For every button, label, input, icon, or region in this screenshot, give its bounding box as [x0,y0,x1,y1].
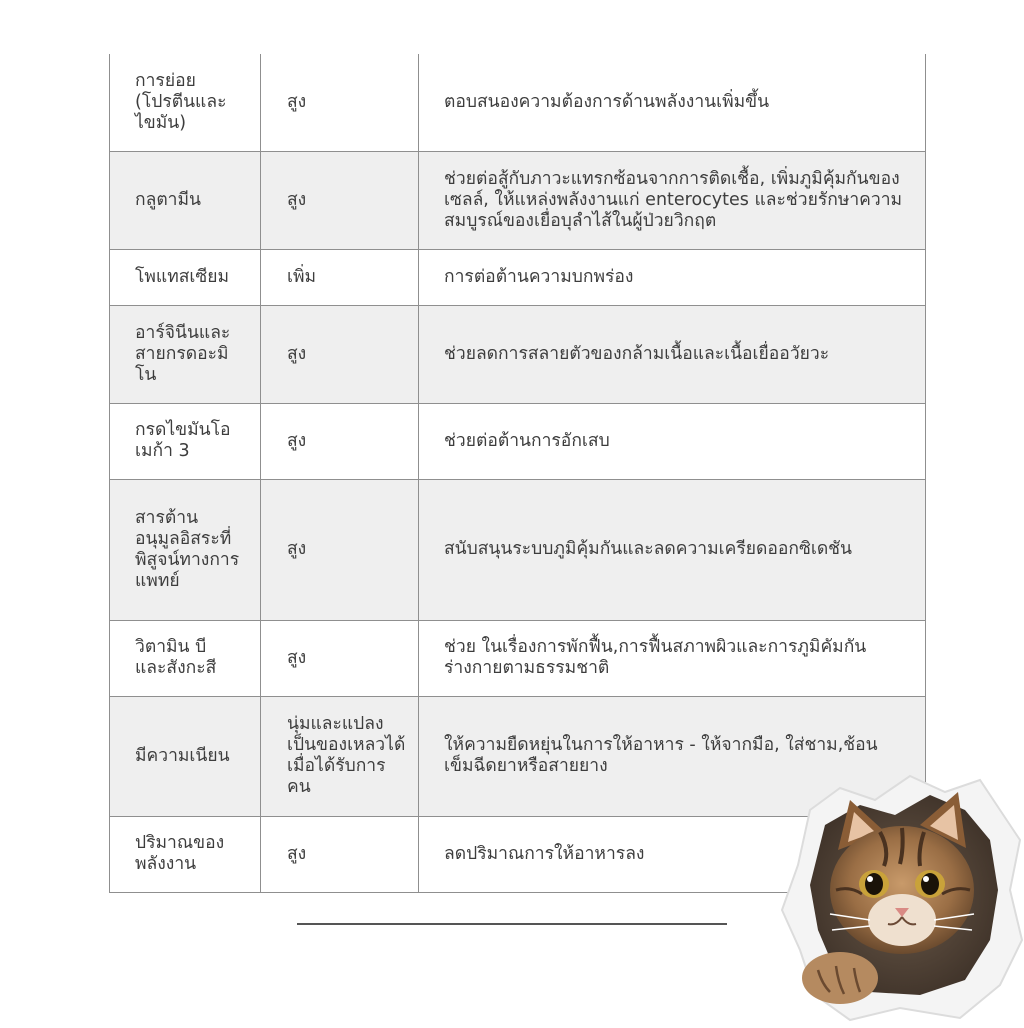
level-cell: สูง [261,54,419,151]
benefit-cell: ช่วยลดการสลายตัวของกล้ามเนื้อและเนื้อเยื่ออวัยวะ [419,305,926,403]
table-row [110,403,926,479]
level-cell: สูง [261,816,419,892]
level-cell: สูง [261,151,419,249]
table-row [110,479,926,620]
nutrient-cell: อาร์จินีนและสายกรดอะมิโน [110,305,261,403]
cat-peeking-illustration [770,770,1024,1024]
nutrient-cell: สารต้านอนุมูลอิสระที่พิสูจน์ทางการแพทย์ [110,479,261,620]
benefit-cell: ช่วย ในเรื่องการพักฟื้น,การฟื้นสภาพผิวและการภูมิคัมกันร่างกายตามธรรมชาติ [419,620,926,696]
nutrition-table-container [109,54,925,893]
nutrient-cell: กลูตามีน [110,151,261,249]
table-row [110,54,926,151]
nutrition-table [109,54,926,893]
level-cell: สูง [261,305,419,403]
benefit-cell: ลดปริมาณการให้อาหารลง [419,816,926,892]
bottom-divider [297,923,727,925]
level-cell: นุ่มและแปลงเป็นของเหลวได้เมื่อได้รับการคน [261,696,419,816]
level-cell: สูง [261,479,419,620]
nutrient-cell: มีความเนียน [110,696,261,816]
table-row [110,151,926,249]
benefit-cell: ให้ความยืดหยุ่นในการให้อาหาร - ให้จากมือ, ใส่ชาม,ช้อนเข็มฉีดยาหรือสายยาง [419,696,926,816]
level-cell: สูง [261,403,419,479]
level-cell: เพิ่ม [261,249,419,305]
cat-icon [770,770,1024,1024]
benefit-cell: สนับสนุนระบบภูมิคุ้มกันและลดความเครียดออกซิเดชัน [419,479,926,620]
nutrient-cell: วิตามิน บี และสังกะสี [110,620,261,696]
table-row [110,305,926,403]
benefit-cell: การต่อต้านความบกพร่อง [419,249,926,305]
benefit-cell: ตอบสนองความต้องการด้านพลังงานเพิ่มขึ้น [419,54,926,151]
nutrition-table-body [110,54,926,892]
table-row [110,620,926,696]
table-row [110,249,926,305]
benefit-cell: ช่วยต่อสู้กับภาวะแทรกซ้อนจากการติดเชื้อ, เพิ่มภูมิคุ้มกันของเซลล์, ให้แหล่งพลังงานแก่ enterocytes และช่วยรักษาความสมบูรณ์ของเยื่อบุลำไส้ในผู้ป่วยวิกฤต [419,151,926,249]
benefit-cell: ช่วยต่อต้านการอักเสบ [419,403,926,479]
nutrient-cell: การย่อย (โปรตีนและไขมัน) [110,54,261,151]
nutrient-cell: กรดไขมันโอเมก้า 3 [110,403,261,479]
nutrient-cell: ปริมาณของพลังงาน [110,816,261,892]
nutrient-cell: โพแทสเซียม [110,249,261,305]
level-cell: สูง [261,620,419,696]
